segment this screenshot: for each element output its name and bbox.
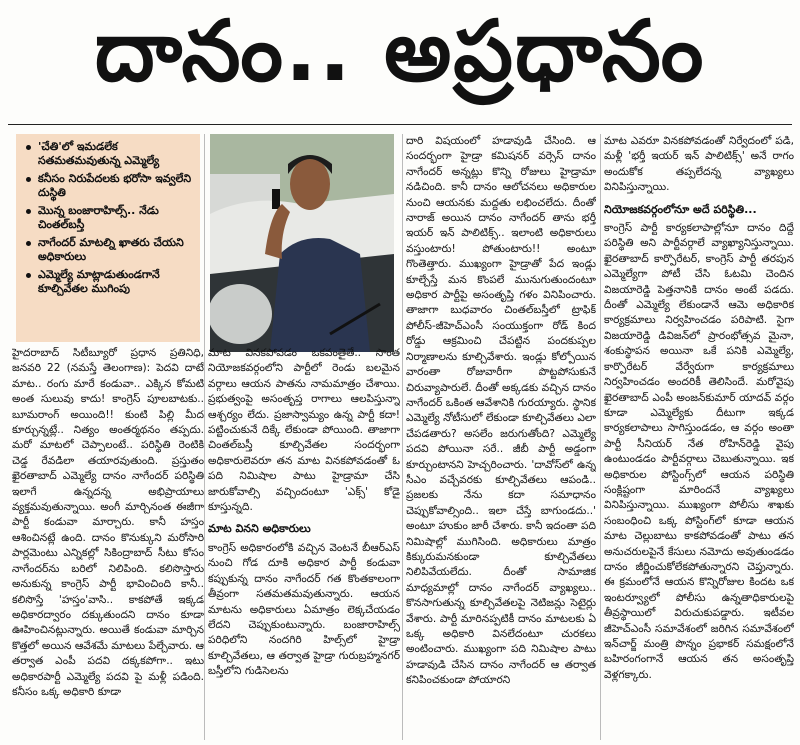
highlight-item: ఎమ్మెల్యే మాట్లాడుతుండగానే కూల్చివేతల ముగింపు: [26, 268, 194, 296]
highlight-item: కనీసం నిరుపేదలకు భరోసా ఇవ్వలేని దుస్థితి: [26, 172, 194, 200]
bullet-icon: [26, 209, 31, 214]
section-subhead: నియోజకవర్గంలోనూ అదే పరిస్థితి...: [604, 202, 757, 216]
article-column-2: [208, 346, 400, 742]
article-text: కాంగ్రెస్ పార్టీ కార్యకలాపాల్లోనూ దానం దిద్దే పరిస్థితి అని పార్టీవర్గాలే వ్యాఖ్యానిస్తున్నాయి. ఖైరతాబాద్ కార్పొరేటర్, కాంగ్రెస్ పార్టీ తరపున ఎమ్మెల్యేగా పోటీ చేసి ఓటమి చెందిన విజయారెడ్డి పెత్తనానికి దానం అంటే పడదు. దీంతో ఎమ్మెల్యే లేకుండానే ఆమె అధికారిక కార్యక్రమాలు నిర్వహించడం పరిపాటి. సైగా విజయారెడ్డి డివిజన్‌లో ప్రారంభోత్సవ మైనా, శంకుస్థాపన అయినా ఒకే పనికి ఎమ్మెల్యే, కార్పొరేటర్ వేర్వేరుగా కార్యక్రమాలు నిర్వహించడం అందరికీ తెలిసిందే. మరోవైపు ఖైరతాబాద్ ఎంపీ అంజన్‌కుమార్ యాదవ్ వర్గం కూడా ఎమ్మెల్యేకు దీటుగా ఇక్కడ కార్యకలాపాలు సాగిస్తుండడం, ఆ వర్గం అంతా పార్టీ సీనియర్ నేత రోహిన్‌రెడ్డి వైపు ఉంటుండడం పార్టీవర్గాలు చెబుతున్నాయి. ఇక అధికారుల పోస్టింగ్స్‌లో ఆయన పరిస్థితి సంక్లిష్టంగా మారిందనే వ్యాఖ్యలు వినిపిస్తున్నాయి. ముఖ్యంగా పోలీసు శాఖకు సంబంధించి ఒక్క పోస్టింగ్‌లో కూడా ఆయన మాట చెల్లుబాటు కాకపోవడంతో పాటు తన అనుచరులపైనే కేసులు నమోదు అవుతుండడం దానం జీర్ణించుకోలేకపోతున్నారని చెప్తున్నారు. ఈ క్రమంలోనే ఆయన కొన్నిరోజుల కిందట ఒక ఇంటర్వ్యూలో పోలీసు ఉన్నతాధికారులపై తీవ్రస్థాయిలో విరుచుకుపడ్డారు. ఇటీవల జీహెచ్ఎంసీ సమావేశంలో జరిగిన సమావేశంలో ఇన్‌చార్జ్ మంత్రి పొన్నం ప్రభాకర్ సమక్షంలోనే బహిరంగంగానే ఆయన తన అసంతృప్తి వెళ్లగక్కారు.: [604, 222, 794, 681]
column-divider: [204, 134, 205, 740]
news-photo: [210, 134, 394, 352]
article-text: మాట వినకపోవడం ఒకవంతైతే.. సొంత నియోజకవర్గంలోని పార్టీలో రెండు బలమైన వర్గాలు ఆయన పాతను నామమాత్రం చేశాయి. ప్రభుత్వంపై అసంతృప్త రాగాలు ఆలపిస్తున్నా ఆశ్చర్యం లేదు. ప్రజాస్వామ్యం ఉన్న పార్టీ కదా! పట్టించుకునే దిక్కే లేకుండా పోయింది. తాజాగా చింతల్‌బస్తీ కూల్చివేతల సందర్భంగా అధికారులెవరూ తన మాట వినకపోవడంతో ఓ పది నిమిషాల పాటు హైడ్రామా చేసి జారుకోవాల్సి వచ్చిందంటూ 'ఎక్స్' కోడై కూస్తున్నది.: [208, 347, 400, 514]
bullet-icon: [26, 241, 31, 246]
article-column-3: [406, 134, 596, 742]
bullet-icon: [26, 177, 31, 182]
column-divider: [402, 134, 403, 740]
article-text: కాంగ్రెస్ అధికారంలోకి వచ్చిన వెంటనే బీఆర్ఎస్ నుంచి గోడ దూకి అధికార పార్టీ కండువా కప్పుకున్న దానం నాగేందర్ గత కొంతకాలంగా తీవ్రంగా సతమతమవుతున్నారు. ఆయన మాటను అధికారులు ఏమాత్రం లెక్కచేయడం లేదని చెప్పుకుంటున్నారు. బంజారాహిల్స్ పరిధిలోని నందగిరి హిల్స్‌లో హైడ్రా కూల్చివేతలు, ఆ తర్వాత హైడ్రా గురుబ్రహ్మనగర్ బస్తీలోని గుడిసెలను: [208, 541, 400, 678]
highlight-item: నాగేందర్ మాటల్ని ఖాతరు చేయని అధికారులు: [26, 236, 194, 264]
article-text: మాట ఎవరూ వినకపోవడంతో నిర్వేదంలో పడి, మళ్లీ 'భర్తీ ఇయర్ ఇన్ పాలిటిక్స్' అనే రాగం అందుకోక తప్పలేదన్న వ్యాఖ్యలు వినిపిస్తున్నాయి.: [604, 135, 794, 194]
headline-rule: [8, 124, 792, 125]
article-column-4: [604, 134, 794, 742]
highlights-box: [16, 134, 200, 342]
highlight-item: 'చేతి'లో ఇమడలేక సతమతమవుతున్న ఎమ్మెల్యే: [26, 140, 194, 168]
highlight-item: మొన్న బంజారాహిల్స్.. నేడు చింతల్‌బస్తీ: [26, 204, 194, 232]
headline: దానం.. అప్రధానం: [94, 1, 706, 100]
article-text: హైదరాబాద్ సిటీబ్యూరో ప్రధాన ప్రతినిధి, జనవరి 22 (నమస్తే తెలంగాణ): పెదవి దాటే మాట.. రంగు మారే కండువా.. ఎక్కిన కోమటి అంత సులువు కాదు! కాంగ్రెస్ పూలబాటకు.. బూమరాంగ్ అయింది!! కుంటి పిల్లి మీద కూర్చున్నట్లే.. నిత్యం అంతర్మథనం తప్పదు. మరో మాటలో చెప్పాలంటే.. పరిస్థితి రెంటికి చెడ్డ రేవడిలా తయారవుతుంది. ప్రస్తుతం ఖైరతాబాద్ ఎమ్మెల్యే దానం నాగేందర్ పరిస్థితి ఇలాగే ఉన్నదన్న అభిప్రాయాలు వ్యక్తమవుతున్నాయి. అంగీ మార్చినంత ఈజీగా పార్టీ కండువా మార్చారు. కానీ హస్తం ఆశించినట్లే ఉంది. దానం కొనుక్కుని మరోసారి పార్లమెంటు ఎన్నికల్లో సికింద్రాబాద్ సీటు కోసం నాగేందర్‌ను బరిలో నిలిపింది. కలిసొస్తారు అనుకున్న కాంగ్రెస్ పార్టీ భావించింది కానీ.. కలిసొస్తే 'హస్తం'వాసి.. కాకపోతే ఇక్కడ అధికారద్వారం దక్కుతుందని దానం కూడా ఊహించినట్లున్నారు. అయితే కండువా మార్చిన కొత్తలో అయిన ఆవేశమే మాటలు పేల్చేవారు. ఆ తర్వాత ఎంపీ పదవి దక్కకపోగా.. ఇటు అధికారపార్టీ ఎమ్మెల్యే పదవి పై మళ్లీ పడింది. కనీసం ఒక్క అధికారి కూడా: [12, 347, 204, 698]
bullet-icon: [26, 273, 31, 278]
section-subhead: మాట వినని అధికారులు: [208, 522, 311, 536]
article-column-1: [12, 346, 204, 742]
bullet-icon: [26, 145, 31, 150]
column-divider: [600, 134, 601, 740]
man-on-phone-photo: [210, 134, 394, 352]
article-text: దారి విషయంలో హడావుడి చేసింది. ఆ సందర్భంగా హైడ్రా కమిషనర్ వర్సెస్ దానం నాగేందర్ అన్నట్లు కొన్ని రోజులు హైడ్రామా నడిచింది. కానీ దానం ఆలోచనలు అధికారుల నుంచి ఆయనకు మద్దతు లభించలేదు. దీంతో నారాజ్ అయిన దానం నాగేందర్ తాను భర్తీ ఇయర్ ఇన్ పాలిటిక్స్.. ఇలాంటి అధికారులు వస్తుంటారు! పోతుంటారు!! అంటూ గొంతెత్తారు. ముఖ్యంగా హైడ్రాతో పేద ఇండ్లు కూల్చేస్తే మన కొంపలే మునుగుతుందంటూ అధికార పార్టీపై అసంతృప్తి గళం వినిపించారు. తాజాగా బుధవారం చింతల్‌బస్తీలో ట్రాఫిక్ పోలీస్-జీహెచ్ఎంసీ సంయుక్తంగా రోడ్ కింద రోడ్డు ఆక్రమించి చేపట్టిన పందకుప్పల నిర్మాణాలను కూల్చివేశారు. ఇండ్లు కోల్పోయిన వారంతా రోజువారీగా పొట్టపోసుకునే చిరువ్యాపారులే. దీంతో అక్కడకు వచ్చిన దానం నాగేందర్ ఒకింత ఆవేశానికి గురయ్యారు. స్థానిక ఎమ్మెల్యే నోటీసులో లేకుండా కూల్చివేతలు ఎలా చేపడతారు? అసలేం జరుగుతోంది? ఎమ్మెల్యే పదవి పోయినా సరే.. జీబీ పార్టీ అడ్డంగా కూర్చుంటానని హెచ్చరించారు. 'దావోస్‌లో ఉన్న సీఎం వచ్చేవరకు కూల్చివేతలు ఆపండి.. ప్రజలకు నేను కదా సమాధానం చెప్పుకోవాల్సింది.. ఇలా చేస్తే బాగుండదు..' అంటూ హుకుం జారీ చేశారు. కానీ ఇదంతా పది నిమిషాల్లో ముగిసింది. అధికారులు మాత్రం కిక్కురుమనకుండా కూల్చివేతలు నిలిపివేయలేదు. దీంతో సామాజిక మాధ్యమాల్లో దానం నాగేందర్ వ్యాఖ్యలు.. కొనసాగుతున్న కూల్చివేతలపై నెటిజన్లు సెటైర్లు వేశారు. పార్టీ మారినప్పటికీ దానం మాటలకు ఏ ఒక్క అధికారి వినలేదంటూ చురకలు అంటించారు. ముఖ్యంగా పది నిమిషాల పాటు హడావుడి చేసిన దానం నాగేందర్ ఆ తర్వాత కనిపించకుండా పోయారని: [406, 135, 596, 687]
